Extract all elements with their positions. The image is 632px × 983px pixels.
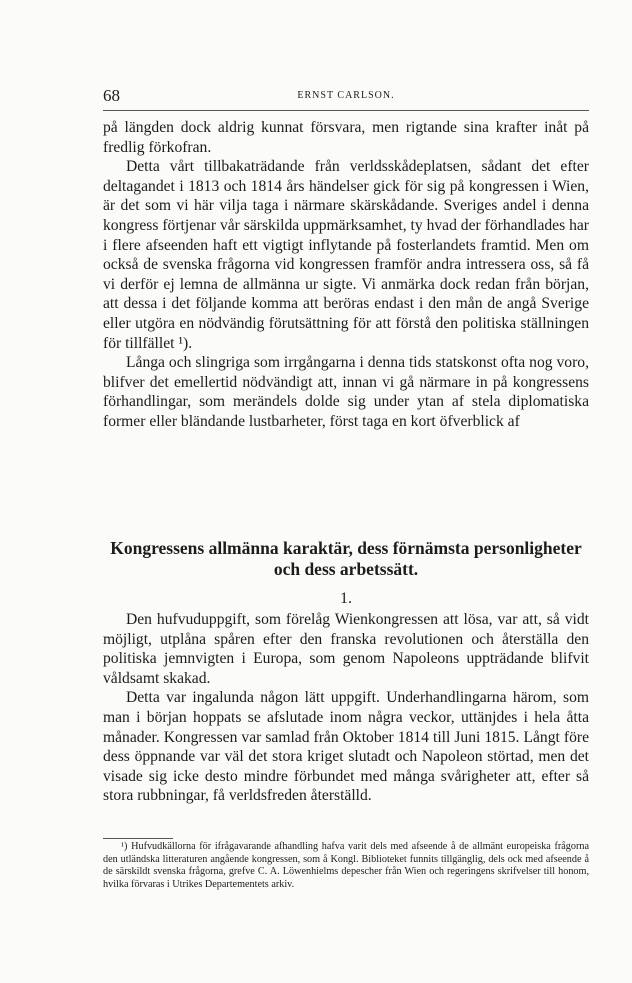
section-heading: Kongressens allmänna karaktär, dess förnämsta personligheter och dess arbetssätt. (110, 538, 582, 579)
running-head: ERNST CARLSON. (297, 90, 395, 101)
intro-text (103, 118, 589, 432)
paragraph: Detta vårt tillbakaträdande från verldsskådeplatsen, sådant det efter deltagandet i 1813 och 1814 års händelser gick för sig på kongressen i Wien, är det som vi här vilja taga i närmare skärskådande. Sveriges andel i denna kongress förtjenar vår särskilda uppmärksamhet, ty hvad der förhandlades har i flere afseenden haft ett vigtigt inflytande på fosterlandets framtid. Men om också de svenska frågorna vid kongressen framför andra intressera oss, så få vi derför ej lemna de allmänna ur sigte. Vi anmärka dock redan från början, att dessa i det följande komma att beröras endast i den mån de angå Sverige eller utgöra en nödvändig förutsättning för att förstå den politiska ställningen för tillfället ¹). (103, 158, 589, 352)
page-header (103, 86, 589, 108)
footnote-rule (103, 838, 173, 839)
footnote-text: ¹) Hufvudkällorna för ifrågavarande afhandling hafva varit dels med afseende å de allmänt europeiska frågorna den utländska litteraturen angående kongressen, som å Kongl. Biblioteket funnits tillgänglig, dels ock med afseende å de särskildt svenska frågorna, grefve C. A. Löwenhielms depescher från Wien och regeringens skrifvelser till honom, hvilka förvaras i Utrikes Departementets arkiv. (103, 841, 589, 890)
paragraph: Långa och slingriga som irrgångarna i denna tids statskonst ofta nog voro, blifver det emellertid nödvändigt att, innan vi gå närmare in på kongressens förhandlingar, som merändels dolde sig under ytan af stela diplomatiska former eller bländande lustbarheter, först taga en kort öfverblick af (103, 354, 589, 430)
paragraph: Detta var ingalunda någon lätt uppgift. Underhandlingarna härom, som man i början hoppats se afslutade inom några veckor, uttänjdes i hela åtta månader. Kongressen var samlad från Oktober 1814 till Juni 1815. Långt före dess öppnande var väl det stora kriget slutadt och Napoleon störtad, men det visade sig icke desto mindre förbundet med många svårigheter att, efter så stora rubbningar, få verldsfreden återställd. (103, 689, 589, 805)
page-number: 68 (103, 86, 120, 105)
paragraph: på längden dock aldrig kunnat försvara, men rigtande sina krafter inåt på fredlig förkofran. (103, 119, 589, 156)
section-text (103, 610, 589, 806)
header-rule (103, 110, 589, 111)
section-number: 1. (340, 590, 352, 607)
paragraph: Den hufvuduppgift, som förelåg Wienkongressen att lösa, var att, så vidt möjligt, utplåna spåren efter den franska revolutionen och återställa den politiska jemnvigten i Europa, som genom Napoleons uppträdande blifvit våldsamt skakad. (103, 611, 589, 687)
footnote (103, 841, 589, 891)
